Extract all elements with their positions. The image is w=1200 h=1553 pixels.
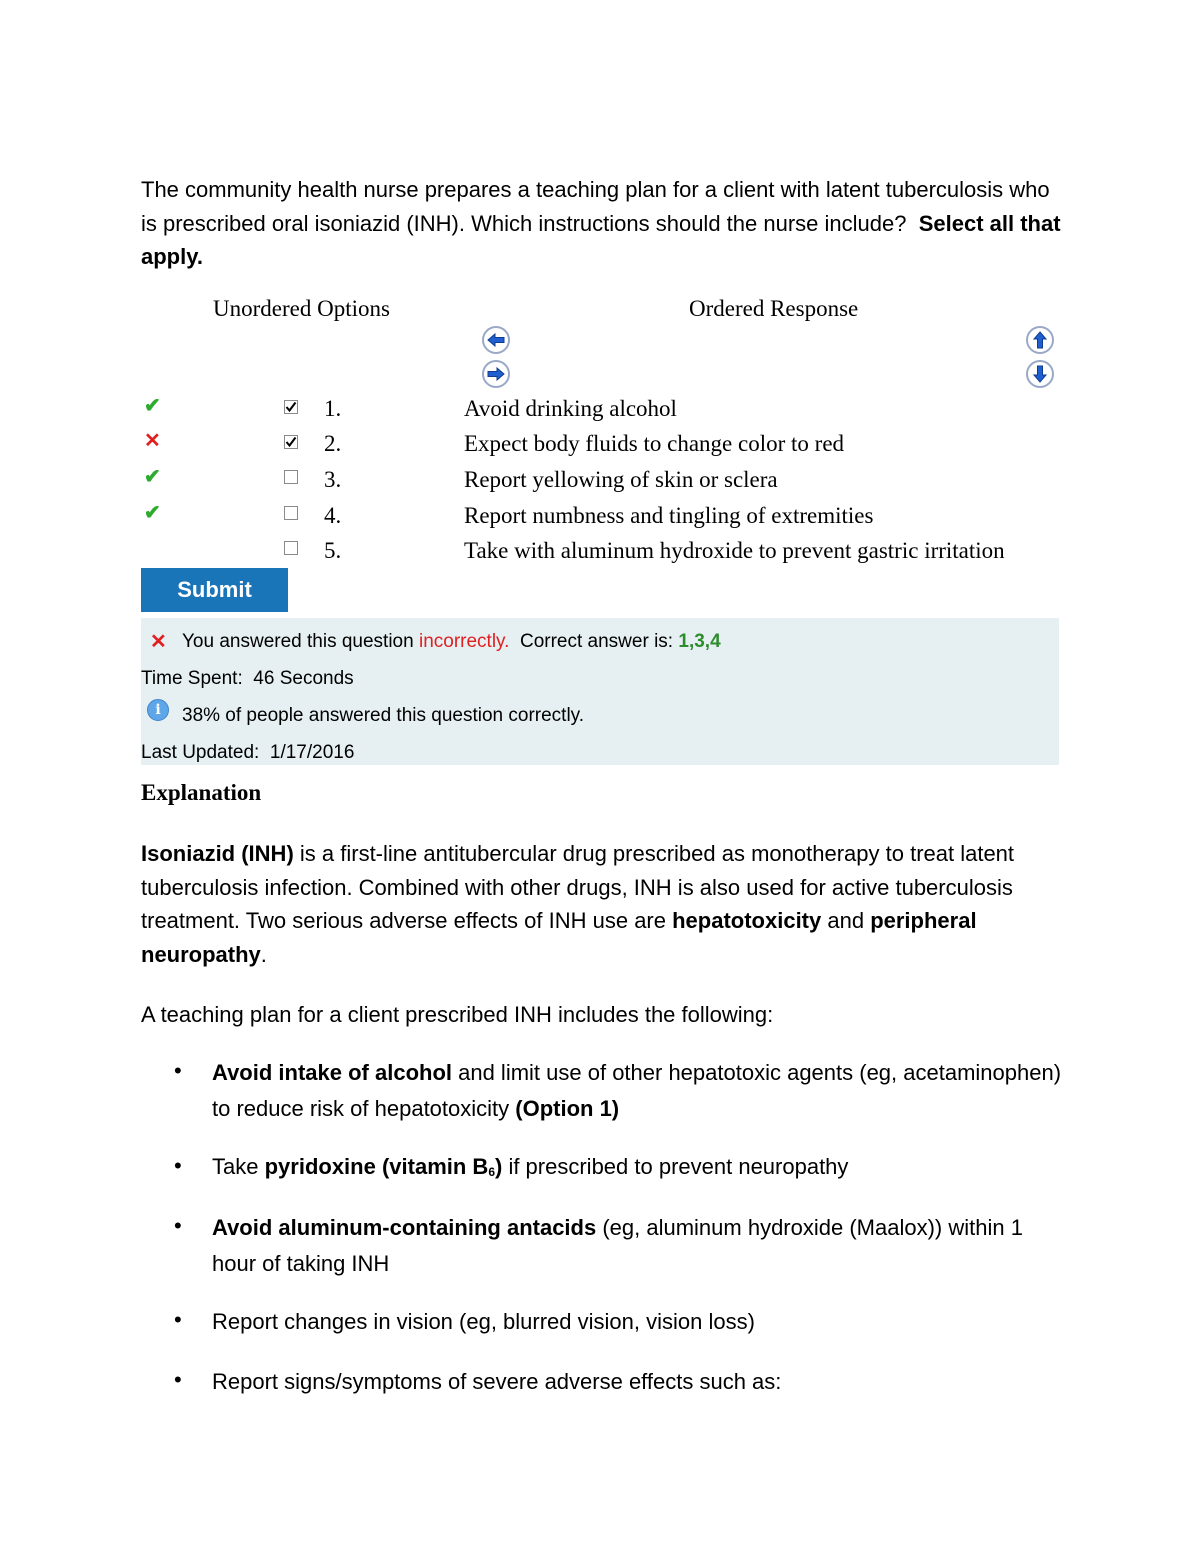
option-4-number: 4. bbox=[324, 503, 342, 528]
last-updated: Last Updated: 1/17/2016 bbox=[141, 742, 355, 763]
move-up-button[interactable] bbox=[1026, 326, 1054, 354]
result-verdict: incorrectly. bbox=[418, 631, 510, 652]
arrow-up-icon bbox=[1033, 331, 1047, 349]
question-text: The community health nurse prepares a teaching plan for a client with latent tuberculosis who is prescribed oral isoniazid (INH). Which instructions should the nurse include? Select all that apply. bbox=[141, 177, 1061, 269]
correct-check-icon: ✔ bbox=[144, 395, 161, 417]
info-icon: i bbox=[147, 699, 169, 721]
option-3-checkbox[interactable] bbox=[284, 470, 298, 484]
option-1-text: Avoid drinking alcohol bbox=[464, 396, 677, 421]
option-3-text: Report yellowing of skin or sclera bbox=[464, 467, 778, 492]
option-2-text: Expect body fluids to change color to red bbox=[464, 431, 845, 456]
option-1-number: 1. bbox=[324, 396, 342, 421]
option-5-text: Take with aluminum hydroxide to prevent gastric irritation bbox=[464, 538, 1005, 563]
list-item: Take pyridoxine (vitamin $B_6$) if prescribed to prevent neuropathy bbox=[212, 1154, 849, 1179]
result-message: You answered this question incorrectly. Correct answer is: 1,3,4 bbox=[182, 631, 721, 652]
list-item: Avoid intake of alcohol and limit use of other hepatotoxic agents (eg, acetaminophen) to reduce risk of hepatotoxicity (Option 1) bbox=[212, 1060, 1062, 1121]
move-down-button[interactable] bbox=[1026, 360, 1054, 388]
correct-answer-value: 1,3,4 bbox=[678, 631, 721, 652]
checkmark-icon bbox=[285, 436, 297, 448]
arrow-right-icon bbox=[487, 367, 505, 381]
arrow-down-icon bbox=[1033, 365, 1047, 383]
move-right-button[interactable] bbox=[482, 360, 510, 388]
explanation-paragraph-1: Isoniazid (INH) is a first-line antitubercular drug prescribed as monotherapy to treat latent tuberculosis infection. Combined with other drugs, INH is also used for active tuberculosis treatment. Two serious adverse effects of INH use are hepatotoxicity and peripheral neuropathy. bbox=[141, 841, 1015, 967]
bullet-dot: • bbox=[174, 1307, 182, 1332]
bullet-dot: • bbox=[174, 1367, 182, 1392]
list-item: Report signs/symptoms of severe adverse effects such as: bbox=[212, 1369, 782, 1394]
unordered-options-header: Unordered Options bbox=[213, 296, 390, 321]
correct-check-icon: ✔ bbox=[144, 502, 161, 524]
correct-check-icon: ✔ bbox=[144, 466, 161, 488]
percent-correct-stat: 38% of people answered this question correctly. bbox=[182, 705, 585, 726]
bullet-dot: • bbox=[174, 1153, 182, 1178]
option-4-text: Report numbness and tingling of extremities bbox=[464, 503, 874, 528]
list-item: Avoid aluminum-containing antacids (eg, aluminum hydroxide (Maalox)) within 1 hour of taking INH bbox=[212, 1215, 1023, 1276]
move-left-button[interactable] bbox=[482, 326, 510, 354]
bullet-dot: • bbox=[174, 1213, 182, 1238]
bullet-dot: • bbox=[174, 1058, 182, 1083]
submit-button[interactable]: Submit bbox=[141, 568, 288, 612]
option-4-checkbox[interactable] bbox=[284, 506, 298, 520]
select-all-instruction: Select all that apply. bbox=[141, 210, 1061, 269]
explanation-paragraph-2: A teaching plan for a client prescribed INH includes the following: bbox=[141, 1002, 774, 1027]
option-5-number: 5. bbox=[324, 538, 342, 563]
list-item: Report changes in vision (eg, blurred vision, vision loss) bbox=[212, 1309, 755, 1334]
option-2-checkbox[interactable] bbox=[284, 435, 298, 449]
checkmark-icon bbox=[285, 401, 297, 413]
option-3-number: 3. bbox=[324, 467, 342, 492]
incorrect-x-icon: ✕ bbox=[144, 430, 161, 452]
option-1-checkbox[interactable] bbox=[284, 400, 298, 414]
time-spent: Time Spent: 46 Seconds bbox=[141, 668, 354, 689]
arrow-left-icon bbox=[487, 333, 505, 347]
option-2-number: 2. bbox=[324, 431, 342, 456]
ordered-response-header: Ordered Response bbox=[689, 296, 859, 321]
incorrect-x-icon: ✕ bbox=[150, 631, 167, 653]
explanation-heading: Explanation bbox=[141, 780, 262, 805]
option-5-checkbox[interactable] bbox=[284, 541, 298, 555]
